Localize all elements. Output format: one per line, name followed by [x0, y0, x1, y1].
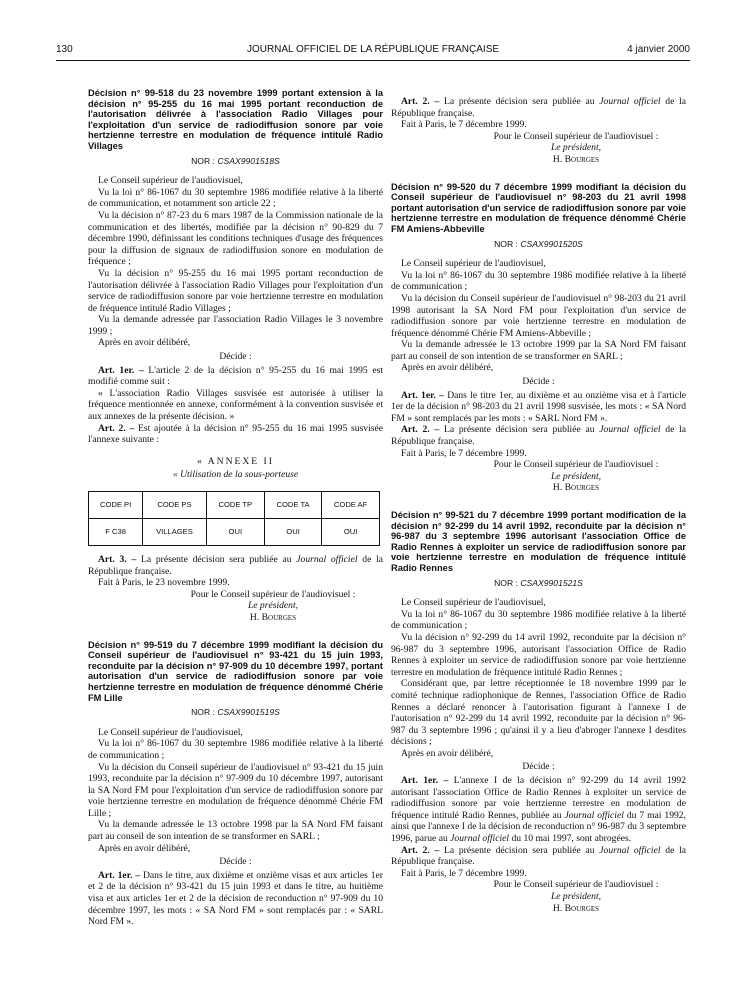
annexe-heading: « ANNEXE II [197, 455, 274, 467]
deliberation: Après en avoir délibéré, [98, 842, 191, 854]
decide: Décide : [522, 761, 555, 773]
place-date: Fait à Paris, le 7 décembre 1999. [401, 867, 527, 879]
table-cell: VILLAGES [143, 519, 206, 546]
table-header: CODE TP [206, 492, 264, 519]
article: Art. 3. – La présente décision sera publiée au Journal officiel de la République française. [88, 554, 383, 577]
table-header: CODE PS [143, 492, 206, 519]
article: Art. 2. – La présente décision sera publiée au Journal officiel de la République française. [391, 424, 686, 448]
article: Art. 2. – Est ajoutée à la décision n° 95-255 du 16 mai 1995 susvisée l'annexe suivante : [88, 422, 383, 446]
table-cell: OUI [322, 519, 380, 546]
intro: Le Conseil supérieur de l'audiovisuel, [401, 258, 546, 270]
table-header: CODE PI [89, 492, 143, 519]
deliberation: Après en avoir délibéré, [401, 362, 494, 374]
header-rule [56, 60, 690, 61]
decide: Décide : [522, 376, 555, 388]
visa: Vu la loi n° 86-1067 du 30 septembre 1986 modifiée relative à la liberté de communication ; [391, 269, 686, 293]
decision-title: Décision n° 99-518 du 23 novembre 1999 portant extension à la décision n° 95-255 du 16 mai 1995 portant reconduction de l'autorisation délivrée à l'association Radio Villages pour l'exploitation d'un service de radiodiffusion sonore par voie hertzienne terrestre en modulation de fréquence intitulé Radio Villages [88, 88, 383, 151]
decision-99-519 [88, 640, 383, 928]
intro: Le Conseil supérieur de l'audiovisuel, [98, 726, 243, 738]
article: Art. 1er. – L'article 2 de la décision n° 95-255 du 16 mai 1995 est modifié comme suit : [88, 364, 383, 388]
deliberation: Après en avoir délibéré, [98, 337, 191, 349]
right-column [391, 96, 686, 914]
intro: Le Conseil supérieur de l'audiovisuel, [401, 597, 546, 609]
deliberation: Après en avoir délibéré, [401, 747, 494, 759]
table-header: CODE TA [264, 492, 321, 519]
table-cell: OUI [264, 519, 321, 546]
article: Art. 2. – La présente décision sera publiée au Journal officiel de la République française. [391, 96, 686, 119]
intro: Le Conseil supérieur de l'audiovisuel, [98, 175, 243, 187]
place-date: Fait à Paris, le 7 décembre 1999. [401, 119, 527, 131]
place-date: Fait à Paris, le 7 décembre 1999. [401, 447, 527, 459]
signature: Pour le Conseil supérieur de l'audiovisuel : Le président, H. Bourges [493, 459, 659, 494]
signature: Pour le Conseil supérieur de l'audiovisuel : Le président, H. Bourges [493, 879, 659, 914]
page-number: 130 [56, 44, 73, 55]
subcarrier-table [88, 491, 380, 546]
visa: Vu la décision n° 95-255 du 16 mai 1995 portant reconduction de l'autorisation délivrée à l'association Radio Villages pour l'exploitation d'un service de radiodiffusion sonore par voie hertzienne terrestre en modulation de fréquence intitulé Radio Villages ; [88, 267, 383, 314]
table-row [89, 519, 380, 546]
nor-reference: NOR : CSAX9901520S [494, 238, 583, 249]
decision-title: Décision n° 99-519 du 7 décembre 1999 modifiant la décision du Conseil supérieur de l'audiovisuel n° 93-421 du 15 juin 1993, reconduite par la décision n° 97-909 du 10 décembre 1997, portant autorisation d'un service de radiodiffusion sonore par voie hertzienne terrestre en modulation de fréquence dénommé Chérie FM Lille [88, 639, 383, 703]
annexe-subtitle: « Utilisation de la sous-porteuse [172, 469, 299, 481]
decision-99-519-continued [391, 96, 686, 166]
visa: Vu la décision du Conseil supérieur de l'audiovisuel n° 98-203 du 21 avril 1998 autorisant la SA Nord FM pour l'exploitation d'un service de radiodiffusion sonore par voie hertzienne terrestre en modulation de fréquence dénommé Chérie FM Amiens-Abbeville ; [391, 292, 686, 339]
visa: Vu la demande adressée le 13 octobre 1998 par la SA Nord FM faisant part au conseil de son intention de se transformer en SARL ; [88, 819, 383, 843]
table-header: CODE AF [322, 492, 380, 519]
signature: Pour le Conseil supérieur de l'audiovisuel : Le président, H. Bourges [493, 130, 659, 165]
decision-99-520 [391, 182, 686, 494]
nor-reference: NOR : CSAX9901521S [494, 577, 583, 588]
visa: Vu la décision n° 87-23 du 6 mars 1987 de la Commission nationale de la communication et des libertés, modifiée par la décision n° 90-829 du 7 décembre 1990, définissant les conditions techniques d'usage des fréquences pour la diffusion de signaux de radiodiffusion sonore en modulation de fréquence ; [88, 209, 383, 268]
running-header [56, 44, 690, 58]
signature: Pour le Conseil supérieur de l'audiovisuel : Le président, H. Bourges [190, 588, 356, 623]
visa: Vu la loi n° 86-1067 du 30 septembre 1986 modifiée relative à la liberté de communication ; [88, 738, 383, 761]
decide: Décide : [219, 351, 252, 363]
visa: Vu la loi n° 86-1067 du 30 septembre 1986 modifiée relative à la liberté de communication ; [391, 608, 686, 632]
issue-date: 4 janvier 2000 [627, 44, 690, 55]
visa: Vu la demande adressée par l'association Radio Villages le 3 novembre 1999 ; [88, 314, 383, 337]
visa: Vu la loi n° 86-1067 du 30 septembre 1986 modifiée relative à la liberté de communication, et notamment son article 22 ; [88, 186, 383, 210]
visa: Vu la décision n° 92-299 du 14 avril 1992, reconduite par la décision n° 96-987 du 3 septembre 1996, autorisant l'association Office de Radio Rennes à exploiter un service de radiodiffusion sonore par voie hertzienne terrestre en modulation de fréquence intitulé Radio Rennes ; [391, 631, 686, 678]
left-column [88, 88, 383, 928]
table-cell: OUI [206, 519, 264, 546]
visa: Vu la décision du Conseil supérieur de l'audiovisuel n° 93-421 du 15 juin 1993, reconduite par la décision n° 97-909 du 10 décembre 1997, autorisant la SA Nord FM pour l'exploitation d'un service de radiodiffusion sonore par voie hertzienne terrestre en modulation de fréquence dénommé Chérie FM Lille ; [88, 761, 383, 819]
article-quote: « L'association Radio Villages susvisée est autorisée à utiliser la fréquence mentionnée en annexe, conformément à la convention susvisée et aux annexes de la présente décision. » [88, 387, 383, 423]
decision-title: Décision n° 99-521 du 7 décembre 1999 portant modification de la décision n° 92-299 du 14 avril 1992, reconduite par la décision n° 96-987 du 3 septembre 1996 autorisant l'association Office de Radio Rennes à exploiter un service de radiodiffusion sonore par voie hertzienne terrestre en modulation de fréquence intitulé Radio Rennes [391, 510, 686, 573]
table-cell: F C38 [89, 519, 143, 546]
decision-title: Décision n° 99-520 du 7 décembre 1999 modifiant la décision du Conseil supérieur de l'audiovisuel n° 98-203 du 21 avril 1998 portant autorisation d'un service de radiodiffusion sonore par voie hertzienne terrestre en modulation de fréquence dénommé Chérie FM Amiens-Abbeville [391, 181, 686, 234]
article: Art. 1er. – Dans le titre 1er, au dixième et au onzième visa et à l'article 1er de la décision n° 98-203 du 21 avril 1998 susvisée, les mots : « SA Nord FM » sont remplacés par les mots : « SARL Nord FM ». [391, 389, 686, 424]
journal-title: JOURNAL OFFICIEL DE LA RÉPUBLIQUE FRANÇAISE [246, 44, 500, 55]
nor-reference: NOR : CSAX9901518S [191, 155, 280, 166]
article: Art. 2. – La présente décision sera publiée au Journal officiel de la République française. [391, 844, 686, 868]
visa: Considérant que, par lettre réceptionnée le 18 novembre 1999 par le comité technique radiophonique de Rennes, l'association Office de Radio Rennes a déclaré renoncer à l'autorisation figurant à l'annexe I de l'autorisation n° 92-299 du 14 avril 1992, reconduite par la décision n° 96-987 du 3 septembre 1996 ; qu'ainsi il y a lieu d'abroger l'annexe I desdites décisions ; [391, 678, 686, 748]
decision-99-521 [391, 510, 686, 914]
decide: Décide : [219, 856, 252, 868]
article: Art. 1er. – Dans le titre, aux dixième et onzième visas et aux articles 1er et 2 de la décision n° 93-421 du 15 juin 1993 et dans le titre, au huitième visa et aux articles 1er et 2 de la décision de reconduction n° 97-909 du 10 décembre 1997, les mots : « SA Nord FM » sont remplacés par : « SARL Nord FM ». [88, 869, 383, 928]
table-header-row [89, 492, 380, 519]
visa: Vu la demande adressée le 13 octobre 1999 par la SA Nord FM faisant part au conseil de son intention de se transformer en SARL ; [391, 339, 686, 362]
decision-99-518 [88, 88, 383, 624]
article: Art. 1er. – L'annexe I de la décision n° 92-299 du 14 avril 1992 autorisant l'association Office de Radio Rennes à exploiter un service de radiodiffusion sonore par voie hertzienne terrestre en modulation de fréquence intitulé Radio Rennes, publiée au Journal officiel du 7 mai 1992, ainsi que l'annexe I de la décision de reconduction n° 96-987 du 3 septembre 1996, parue au Journal officiel du 10 mai 1997, sont abrogées. [391, 775, 687, 845]
nor-reference: NOR : CSAX9901519S [191, 707, 280, 718]
place-date: Fait à Paris, le 23 novembre 1999. [98, 577, 230, 589]
